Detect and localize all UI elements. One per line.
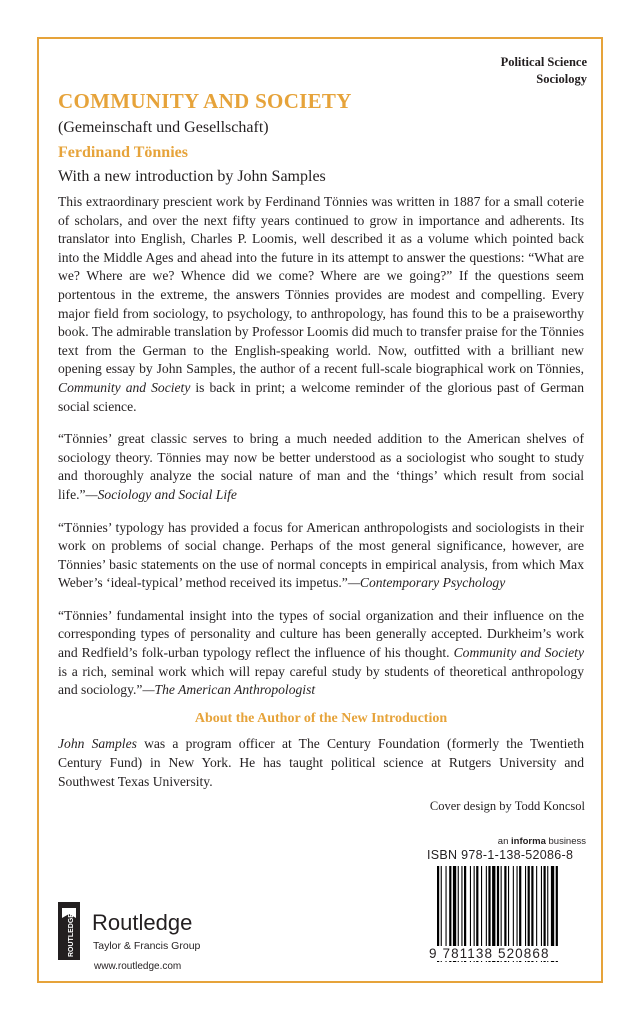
routledge-logo-icon xyxy=(58,902,80,960)
introduction-credit: With a new introduction by John Samples xyxy=(58,168,326,185)
description-paragraph: This extraordinary prescient work by Ferdinand Tönnies was written in 1887 for a small coterie of scholars, and over the next fifty years continued to grow in importance and adherents. Its translator into English, Charles P. Loomis, well described it as a volume which pointed back into the Middle Ages and ahead into the future in its attempt to answer the questions: “What are we? Where are we? Whence did we come? Where are we going?” If the questions seem portentous in the extreme, the answers Tönnies provides are modest and compelling. Every major field from sociology, to psychology, to anthropology, has found this to be a praiseworthy book. The admirable translation by Professor Loomis did much to transfer praise for the Tönnies text from the German to the English-speaking world. Now, outfitted with a brilliant new opening essay by John Samples, the author of a recent full-scale biographical work on Tönnies, Community and Society is back in print; a welcome reminder of the glorious past of German social science. xyxy=(58,194,584,414)
review-source: —The American Anthropologist xyxy=(142,682,316,698)
barcode-digits: 9 781138 520868 xyxy=(427,946,593,961)
book-author: Ferdinand Tönnies xyxy=(58,144,188,161)
about-author-heading: About the Author of the New Introduction xyxy=(194,710,448,726)
book-subtitle: (Gemeinschaft und Gesellschaft) xyxy=(58,119,269,136)
svg-text:ROUTLEDGE: ROUTLEDGE xyxy=(68,913,75,957)
review-quote: “Tönnies’ great classic serves to bring a much needed addition to the American shelves of sociology theory. Tönnies may now be better understood as a sociologist who sought to study and thoroughly analyze the social nature of man and the ‘things’ which result from social life.”—Sociology and Social Life xyxy=(58,431,584,502)
publisher-name: Routledge xyxy=(92,910,193,935)
subject-tag: Sociology xyxy=(536,72,587,86)
back-cover-copy xyxy=(58,193,584,805)
publisher-group: Taylor & Francis Group xyxy=(93,940,201,952)
subject-tags xyxy=(501,54,587,88)
cover-design-credit: Cover design by Todd Koncsol xyxy=(429,799,585,813)
review-source: —Sociology and Social Life xyxy=(85,486,237,502)
book-title: COMMUNITY AND SOCIETY xyxy=(58,89,352,113)
review-quote: “Tönnies’ fundamental insight into the types of social organization and their influence on the corresponding types of personality and culture has been generally accepted. Durkheim’s work and Redfield’s folk-urban typology reflect the influence of his thought. Community and Society is a rich, seminal work which will repay careful study by students of theoretical anthropology and sociology.”—The American Anthropologist xyxy=(58,607,584,698)
review-quote: “Tönnies’ typology has provided a focus for American anthropologists and sociologists in their work on problems of social change. Perhaps of the most general significance, however, are Tönnies’ basic statements on the use of normal concepts in empirical analysis, from which Max Weber’s ‘ideal-typical’ method received its impetus.”—Contemporary Psychology xyxy=(58,519,584,591)
subject-tag: Political Science xyxy=(500,55,587,69)
publisher-website[interactable]: www.routledge.com xyxy=(94,961,182,972)
review-source: —Contemporary Psychology xyxy=(347,575,506,591)
about-author-paragraph: John Samples was a program officer at The Century Foundation (formerly the Twentieth Century Fund) in New York. He has taught political science at Rutgers University and Southwest Texas University. xyxy=(58,736,584,789)
informa-business-tag: an informa business xyxy=(497,836,586,847)
isbn-text: ISBN 978-1-138-52086-8 xyxy=(427,848,574,862)
